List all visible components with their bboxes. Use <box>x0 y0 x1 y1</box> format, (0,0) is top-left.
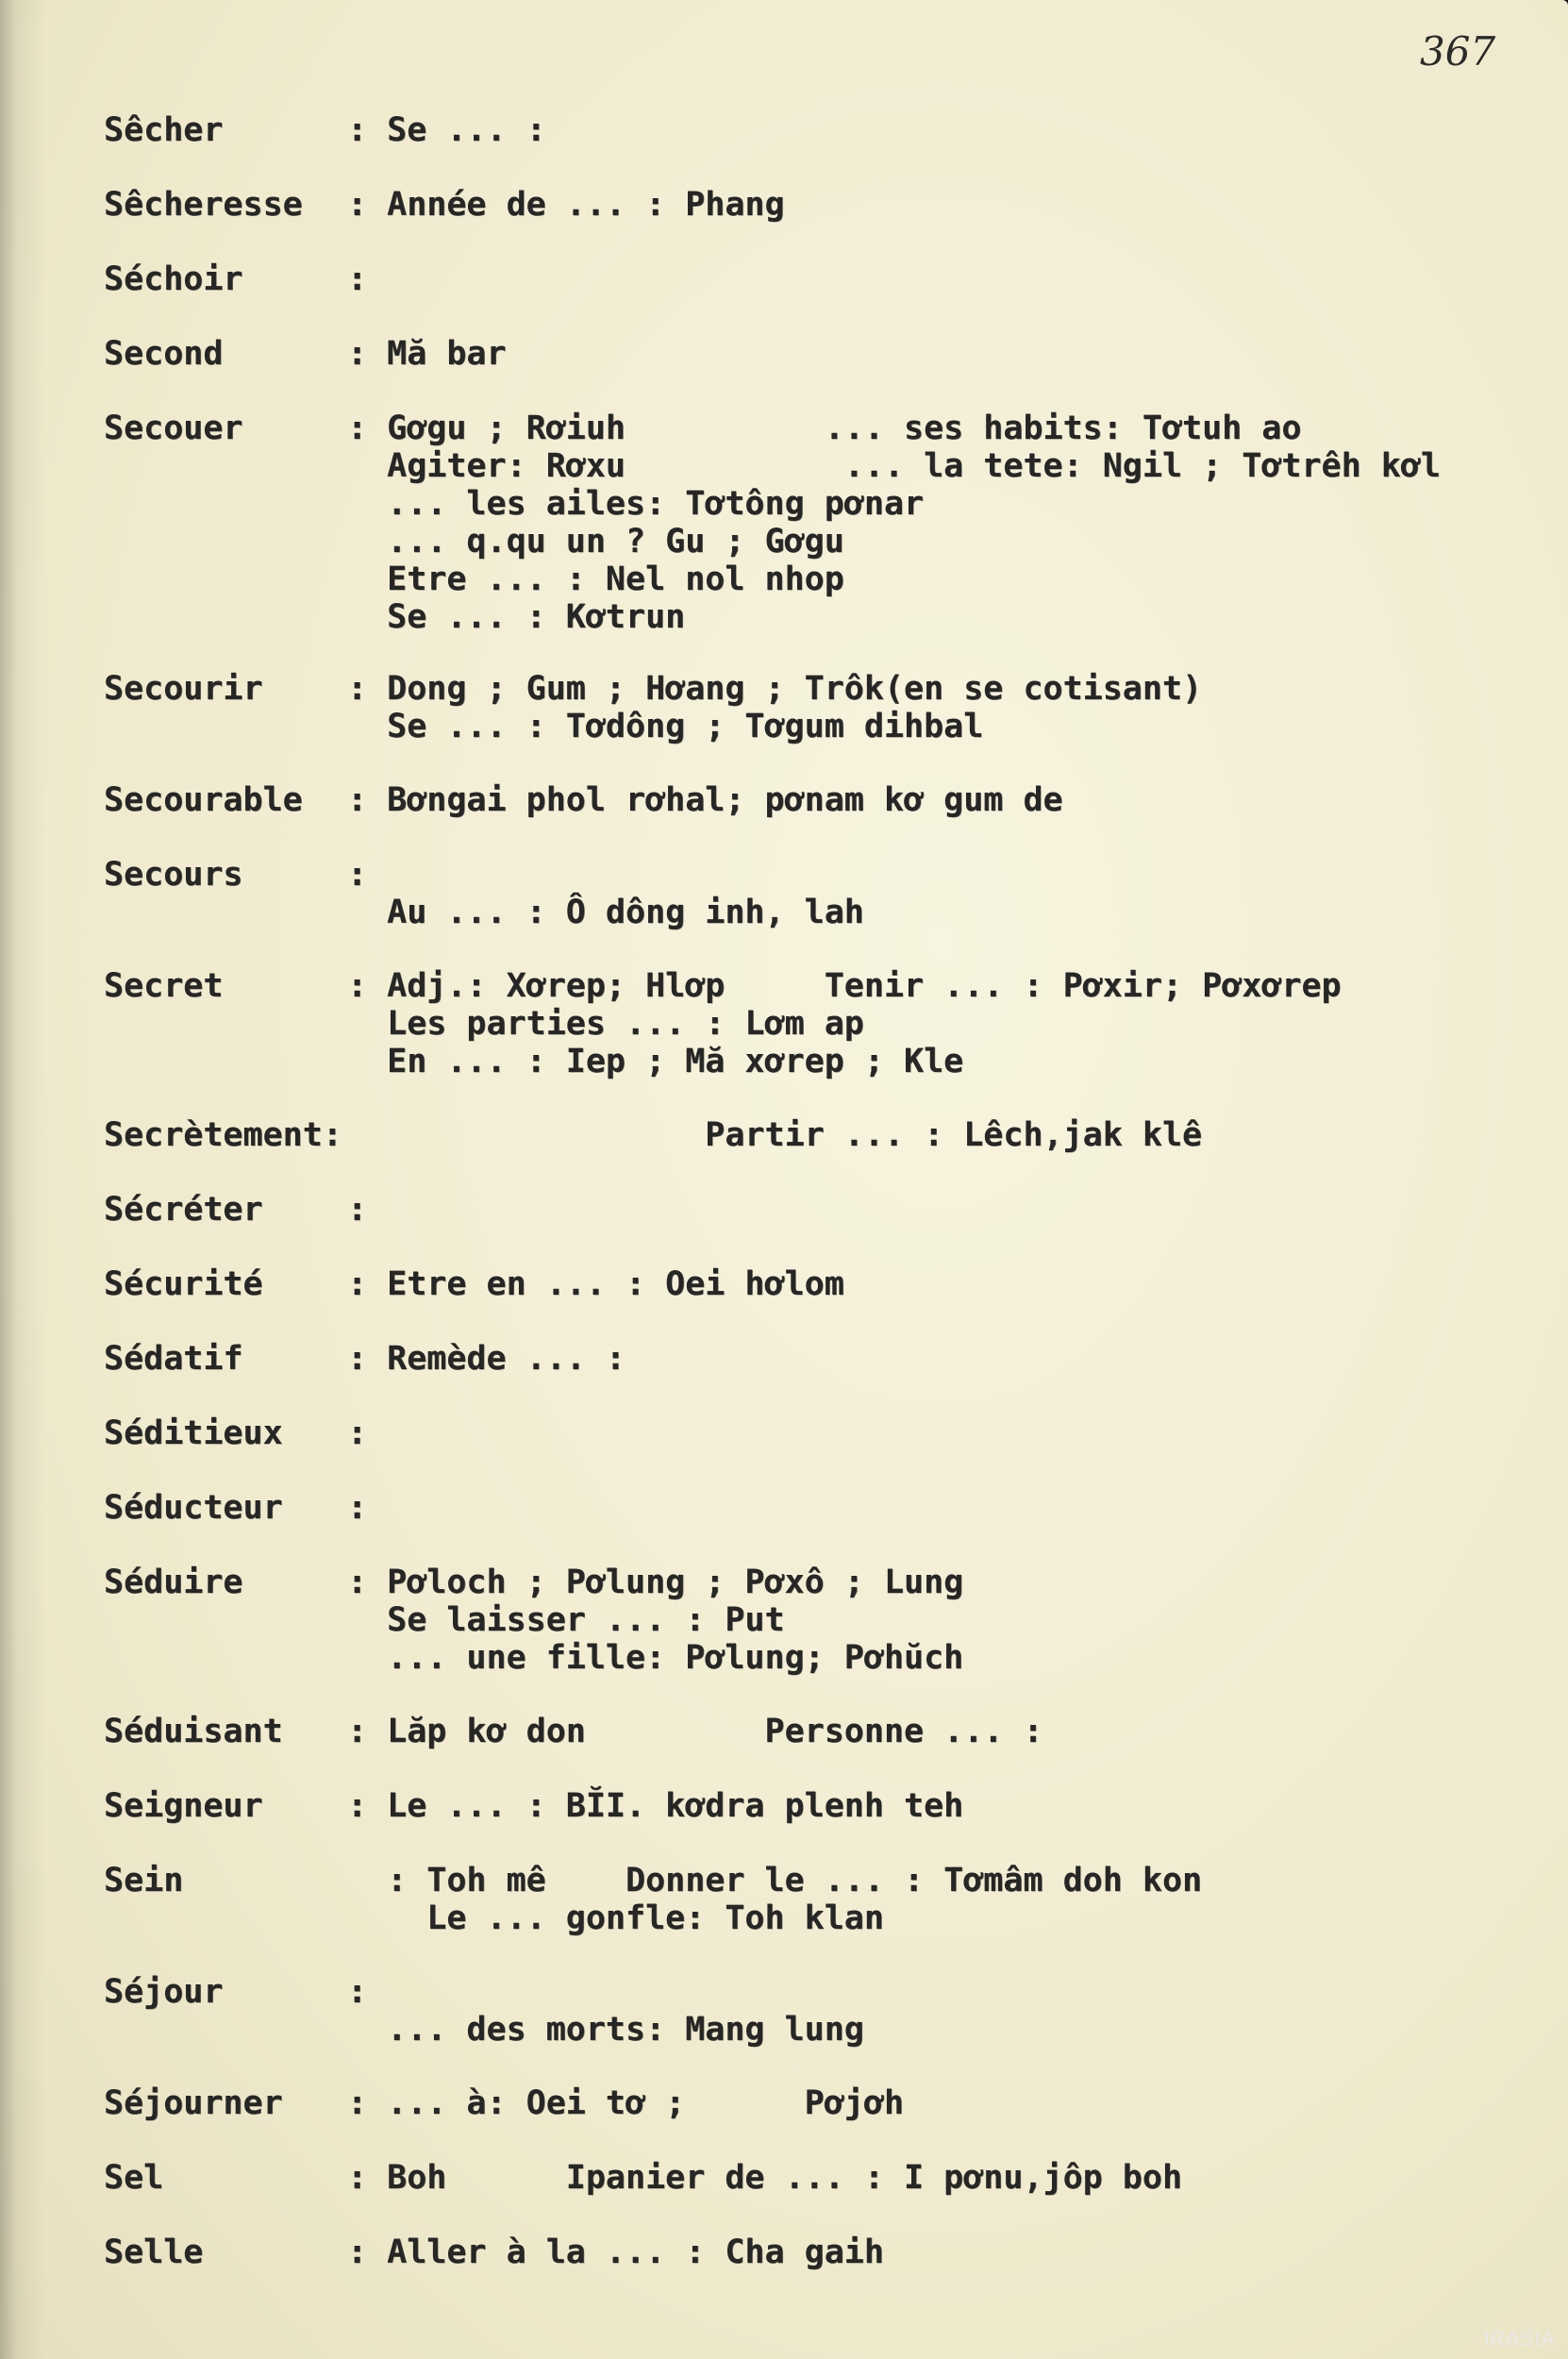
entry-definition <box>347 335 1519 410</box>
entry-definition <box>347 186 1519 260</box>
dictionary-entry <box>104 111 1519 186</box>
dictionary-entry <box>104 1414 1519 1489</box>
entry-definition <box>347 1340 1519 1414</box>
entry-headword: Sécurité <box>104 1265 263 1303</box>
entry-headword: Seigneur <box>104 1787 263 1825</box>
definition-line: : Etre en ... : Oei hơlom <box>347 1265 844 1303</box>
definition-line: Le ... gonfle: Toh klan <box>347 1899 884 1937</box>
entry-definition <box>347 2234 1519 2308</box>
entry-definition <box>347 111 1519 186</box>
dictionary-entry <box>104 2234 1519 2308</box>
definition-line: : <box>347 260 368 298</box>
dictionary-entry <box>104 186 1519 260</box>
entry-headword: Selle <box>104 2234 204 2271</box>
dictionary-entry <box>104 1340 1519 1414</box>
definition-line: : Adj.: Xơrep; Hlơp Tenir ... : Pơxir; Pơxơrep <box>347 967 1342 1005</box>
definition-line: En ... : Iep ; Mă xơrep ; Kle <box>347 1043 964 1080</box>
definition-line: Agiter: Rơxu ... la tete: Ngil ; Tơtrêh kơl <box>347 447 1441 485</box>
entry-definition <box>347 1191 1519 1265</box>
dictionary-entry <box>104 2159 1519 2234</box>
dictionary-entry <box>104 856 1519 967</box>
entry-definition <box>347 1116 1519 1191</box>
definition-line: : <box>347 1489 368 1527</box>
definition-line: : Se ... : <box>347 111 546 149</box>
entry-headword: Secouer <box>104 410 243 447</box>
entry-headword: Séchoir <box>104 260 243 298</box>
definition-line: Partir ... : Lêch,jak klê <box>347 1116 1203 1154</box>
entry-headword: Second <box>104 335 224 373</box>
definition-line: Se ... : Kơtrun <box>347 598 686 636</box>
definition-line: Au ... : Ô dông inh, lah <box>347 894 864 931</box>
definition-line: : Année de ... : Phang <box>347 186 785 224</box>
entry-headword: Séducteur <box>104 1489 283 1527</box>
definition-line: Se ... : Tơdông ; Tơgum dihbal <box>347 708 984 745</box>
entry-definition <box>347 1265 1519 1340</box>
entry-headword: Séjourner <box>104 2084 283 2122</box>
definition-line: : Gơgu ; Rơiuh ... ses habits: Tơtuh ao <box>347 410 1302 447</box>
entry-headword: Sêcheresse <box>104 186 303 224</box>
definition-line: : Pơloch ; Pơlung ; Pơxô ; Lung <box>347 1564 964 1601</box>
entry-definition <box>347 856 1519 967</box>
entry-headword: Séditieux <box>104 1414 283 1452</box>
entry-headword: Sêcher <box>104 111 224 149</box>
watermark: IRASIA <box>1483 2327 1555 2351</box>
dictionary-entry <box>104 670 1519 781</box>
dictionary-entry <box>104 260 1519 335</box>
entry-headword: Secrètement: <box>104 1116 342 1154</box>
dictionary-entry <box>104 967 1519 1116</box>
dictionary-entry <box>104 1489 1519 1564</box>
dictionary-entry <box>104 335 1519 410</box>
dictionary-entry <box>104 1116 1519 1191</box>
definition-line: ... les ailes: Tơtông pơnar <box>347 485 925 523</box>
entry-headword: Sédatif <box>104 1340 243 1378</box>
definition-line: : Remède ... : <box>347 1340 626 1378</box>
definition-line: Etre ... : Nel nol nhop <box>347 560 844 598</box>
entry-headword: Secourable <box>104 781 303 819</box>
entry-definition <box>347 1787 1519 1862</box>
entry-definition <box>347 1414 1519 1489</box>
entry-definition <box>347 1862 1519 1973</box>
entry-definition <box>347 1564 1519 1713</box>
dictionary-entry <box>104 1787 1519 1862</box>
definition-line: : Toh mê Donner le ... : Tơmâm doh kon <box>347 1862 1203 1899</box>
dictionary-entry <box>104 1265 1519 1340</box>
definition-line: : ... à: Oei tơ ; Pơjơh <box>347 2084 905 2122</box>
dictionary-entry <box>104 410 1519 670</box>
entry-headword: Sein <box>104 1862 184 1899</box>
entry-definition <box>347 1973 1519 2084</box>
definition-line: : <box>347 856 368 894</box>
definition-line: : Bơngai phol rơhal; pơnam kơ gum de <box>347 781 1063 819</box>
definition-line: Les parties ... : Lơm ap <box>347 1005 864 1043</box>
entry-headword: Secours <box>104 856 243 894</box>
definition-line: Se laisser ... : Put <box>347 1601 785 1639</box>
entry-definition <box>347 2159 1519 2234</box>
entry-definition <box>347 2084 1519 2159</box>
entry-headword: Sécréter <box>104 1191 263 1229</box>
definition-line: : Lăp kơ don Personne ... : <box>347 1713 1043 1750</box>
dictionary-entry <box>104 781 1519 856</box>
definition-line: ... q.qu un ? Gu ; Gơgu <box>347 523 844 560</box>
dictionary-entry <box>104 1564 1519 1713</box>
definition-line: ... des morts: Mang lung <box>347 2011 864 2049</box>
definition-line: : Boh Ipanier de ... : I pơnu,jôp boh <box>347 2159 1183 2197</box>
entry-definition <box>347 1489 1519 1564</box>
entry-definition <box>347 260 1519 335</box>
dictionary-entry <box>104 2084 1519 2159</box>
entry-definition <box>347 781 1519 856</box>
entry-definition <box>347 410 1519 670</box>
entry-definition <box>347 670 1519 781</box>
entry-headword: Séjour <box>104 1973 224 2011</box>
entry-definition <box>347 1713 1519 1787</box>
definition-line: : <box>347 1414 368 1452</box>
entry-list <box>104 111 1519 2308</box>
definition-line: : Dong ; Gum ; Hơang ; Trôk(en se cotisant) <box>347 670 1203 708</box>
entry-headword: Secret <box>104 967 224 1005</box>
page-number: 367 <box>1420 28 1496 75</box>
definition-line: ... une fille: Pơlung; Pơhŭch <box>347 1639 964 1677</box>
definition-line: : <box>347 1973 368 2011</box>
entry-headword: Séduisant <box>104 1713 283 1750</box>
entry-headword: Séduire <box>104 1564 243 1601</box>
entry-headword: Sel <box>104 2159 164 2197</box>
definition-line: : <box>347 1191 368 1229</box>
dictionary-entry <box>104 1713 1519 1787</box>
definition-line: : Aller à la ... : Cha gaih <box>347 2234 884 2271</box>
definition-line: : Mă bar <box>347 335 507 373</box>
dictionary-entry <box>104 1191 1519 1265</box>
dictionary-entry <box>104 1862 1519 1973</box>
entry-headword: Secourir <box>104 670 263 708</box>
dictionary-entry <box>104 1973 1519 2084</box>
definition-line: : Le ... : BĬI. kơdra plenh teh <box>347 1787 964 1825</box>
entry-definition <box>347 967 1519 1116</box>
